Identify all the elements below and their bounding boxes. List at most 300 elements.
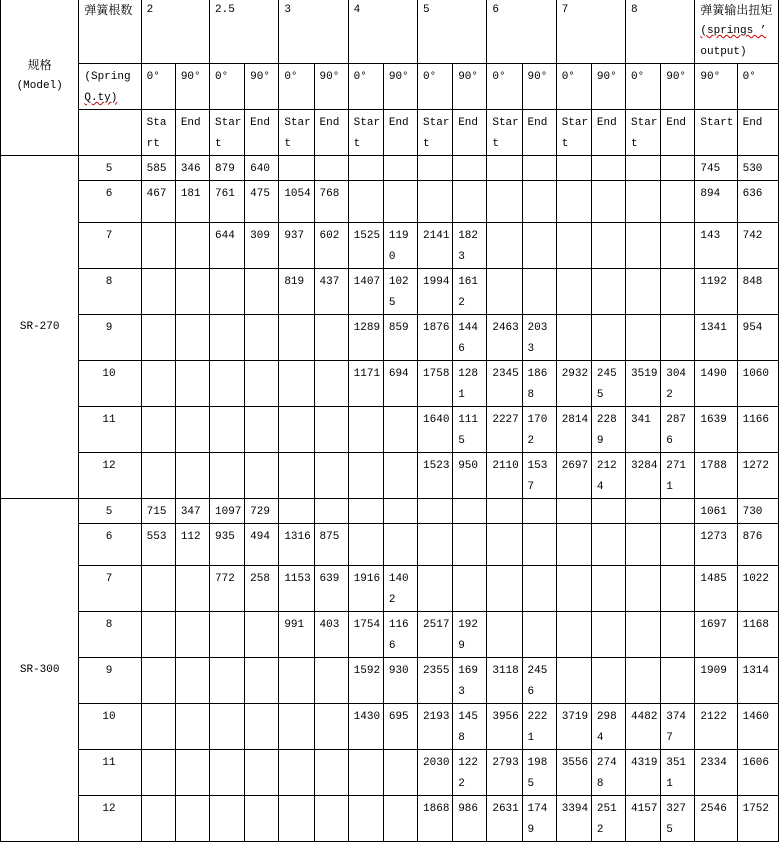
model-cell: SR-300 [1,499,79,842]
torque-cell: 2456 [522,658,556,704]
torque-cell: 950 [453,453,487,499]
spring-qty-cell: 9 [79,658,141,704]
spring-qty-cell: 5 [79,499,141,524]
torque-cell [522,499,556,524]
torque-cell: 2697 [556,453,591,499]
torque-cell: 729 [245,499,279,524]
output-torque-cell: 1060 [737,361,778,407]
torque-cell: 768 [314,181,348,223]
header-row-groups [1,0,779,64]
torque-cell: 3284 [626,453,661,499]
table-row [1,181,779,223]
torque-cell [279,315,314,361]
group-header: 7 [556,0,625,64]
blank-header-cell [79,110,141,156]
spring-count-header [79,0,141,64]
output-torque-cell: 894 [695,181,737,223]
torque-cell [487,524,522,566]
torque-cell [661,566,695,612]
torque-cell [314,407,348,453]
angle-0-header: 0° [626,64,661,110]
table-row [1,156,779,181]
torque-cell [175,223,209,269]
torque-cell [453,499,487,524]
torque-cell: 2289 [591,407,625,453]
torque-cell [626,658,661,704]
torque-cell [661,181,695,223]
torque-cell [418,524,453,566]
torque-cell [348,524,383,566]
torque-cell: 2193 [418,704,453,750]
table-row [1,453,779,499]
end-header: End [453,110,487,156]
torque-cell [210,658,245,704]
torque-cell [383,750,417,796]
torque-cell [626,612,661,658]
output-torque-cell: 1490 [695,361,737,407]
torque-cell: 3275 [661,796,695,842]
torque-cell [591,658,625,704]
torque-cell: 553 [141,524,175,566]
torque-cell [348,156,383,181]
model-cell: SR-270 [1,156,79,499]
spring-qty-cell: 7 [79,566,141,612]
torque-cell [175,453,209,499]
torque-cell: 1823 [453,223,487,269]
group-header: 2 [141,0,209,64]
torque-cell [141,315,175,361]
angle-90-header: 90° [245,64,279,110]
model-sub-label: (Model) [16,80,63,92]
torque-cell: 1166 [383,612,417,658]
end-header: End [245,110,279,156]
torque-cell [141,658,175,704]
table-body [1,156,779,842]
torque-cell [487,156,522,181]
torque-cell [522,524,556,566]
torque-cell: 1868 [522,361,556,407]
torque-cell [175,796,209,842]
torque-cell [210,796,245,842]
torque-cell: 2345 [487,361,522,407]
torque-cell [661,658,695,704]
torque-cell [383,524,417,566]
torque-cell: 1702 [522,407,556,453]
torque-cell: 2141 [418,223,453,269]
torque-cell [175,658,209,704]
torque-cell [626,566,661,612]
torque-cell: 112 [175,524,209,566]
torque-cell: 644 [210,223,245,269]
torque-cell: 1537 [522,453,556,499]
torque-cell: 2030 [418,750,453,796]
torque-cell: 772 [210,566,245,612]
torque-cell: 1190 [383,223,417,269]
torque-cell [556,612,591,658]
output-torque-cell: 143 [695,223,737,269]
torque-cell: 1985 [522,750,556,796]
spring-qty-sub-2: Q.ty) [84,92,118,104]
torque-cell: 3956 [487,704,522,750]
torque-cell [453,156,487,181]
torque-cell [591,524,625,566]
torque-cell: 4319 [626,750,661,796]
torque-cell [279,499,314,524]
end-header: End [314,110,348,156]
angle-90-header: 90° [453,64,487,110]
end-header: End [175,110,209,156]
torque-cell [487,612,522,658]
torque-cell [141,704,175,750]
output-torque-cell: 636 [737,181,778,223]
torque-cell [626,223,661,269]
torque-cell [591,612,625,658]
torque-cell: 715 [141,499,175,524]
torque-cell [210,453,245,499]
torque-cell: 2748 [591,750,625,796]
torque-cell [661,612,695,658]
torque-cell [487,566,522,612]
torque-cell [661,524,695,566]
torque-cell [175,612,209,658]
output-angle-0-header: 0° [737,64,778,110]
output-torque-label: 弹簧输出扭矩 [700,3,773,17]
torque-cell: 1407 [348,269,383,315]
torque-cell: 1916 [348,566,383,612]
torque-cell: 1402 [383,566,417,612]
header-row-angles [1,64,779,110]
output-torque-cell: 1341 [695,315,737,361]
torque-cell [348,453,383,499]
torque-cell [626,315,661,361]
torque-cell: 935 [210,524,245,566]
output-torque-cell: 848 [737,269,778,315]
torque-cell: 2711 [661,453,695,499]
torque-cell [175,704,209,750]
torque-cell: 819 [279,269,314,315]
spring-qty-cell: 5 [79,156,141,181]
torque-cell: 347 [175,499,209,524]
spring-qty-cell: 8 [79,612,141,658]
table-row [1,612,779,658]
torque-cell [175,566,209,612]
torque-cell [175,750,209,796]
group-header: 6 [487,0,556,64]
torque-cell [591,223,625,269]
torque-cell: 3747 [661,704,695,750]
torque-cell: 2814 [556,407,591,453]
output-end-header: End [737,110,778,156]
torque-cell: 2124 [591,453,625,499]
start-header: Start [556,110,591,156]
torque-cell [591,181,625,223]
output-torque-cell: 1606 [737,750,778,796]
torque-cell: 937 [279,223,314,269]
torque-cell: 341 [626,407,661,453]
torque-cell: 2033 [522,315,556,361]
spring-qty-cell: 8 [79,269,141,315]
end-header: End [591,110,625,156]
torque-cell [418,181,453,223]
torque-cell [626,156,661,181]
torque-cell [245,269,279,315]
torque-cell: 1025 [383,269,417,315]
torque-cell [661,499,695,524]
torque-cell [522,612,556,658]
spring-qty-cell: 12 [79,453,141,499]
output-torque-cell: 1166 [737,407,778,453]
torque-cell: 1316 [279,524,314,566]
output-torque-cell: 1022 [737,566,778,612]
torque-cell [210,269,245,315]
torque-cell: 1612 [453,269,487,315]
torque-cell: 1525 [348,223,383,269]
start-header: Start [487,110,522,156]
output-torque-header [695,0,779,64]
torque-cell [175,315,209,361]
torque-cell [556,499,591,524]
angle-0-header: 0° [141,64,175,110]
torque-cell [141,453,175,499]
torque-cell [348,796,383,842]
angle-90-header: 90° [383,64,417,110]
output-angle-90-header: 90° [695,64,737,110]
torque-cell [383,156,417,181]
torque-cell [661,156,695,181]
torque-cell [418,566,453,612]
output-torque-cell: 742 [737,223,778,269]
torque-cell: 1693 [453,658,487,704]
torque-cell: 1222 [453,750,487,796]
torque-cell [314,156,348,181]
torque-cell [210,704,245,750]
spring-qty-header [79,64,141,110]
table-row [1,223,779,269]
torque-cell: 403 [314,612,348,658]
angle-0-header: 0° [279,64,314,110]
torque-cell: 1153 [279,566,314,612]
torque-cell: 2793 [487,750,522,796]
angle-90-header: 90° [661,64,695,110]
torque-cell: 4157 [626,796,661,842]
torque-cell [210,750,245,796]
torque-cell [626,524,661,566]
start-header: Start [626,110,661,156]
torque-cell [522,156,556,181]
table-row [1,750,779,796]
torque-cell [245,796,279,842]
torque-cell: 2932 [556,361,591,407]
torque-cell: 1054 [279,181,314,223]
torque-cell [383,499,417,524]
output-torque-sub-2: output) [700,46,747,58]
torque-cell [210,315,245,361]
torque-cell [556,524,591,566]
torque-cell: 2455 [591,361,625,407]
angle-0-header: 0° [348,64,383,110]
torque-cell [487,269,522,315]
spring-qty-cell: 7 [79,223,141,269]
torque-cell: 2876 [661,407,695,453]
torque-cell [348,499,383,524]
output-torque-cell: 1460 [737,704,778,750]
torque-cell [661,315,695,361]
torque-cell: 494 [245,524,279,566]
torque-cell [141,361,175,407]
torque-cell: 2984 [591,704,625,750]
output-torque-cell: 1314 [737,658,778,704]
torque-cell [279,407,314,453]
angle-0-header: 0° [418,64,453,110]
torque-cell: 1446 [453,315,487,361]
torque-cell: 1458 [453,704,487,750]
torque-cell [175,269,209,315]
torque-cell [141,566,175,612]
output-torque-sub-1: (springs ’ [700,25,767,37]
torque-cell: 991 [279,612,314,658]
torque-cell: 986 [453,796,487,842]
torque-cell [279,361,314,407]
torque-cell: 1430 [348,704,383,750]
torque-cell: 475 [245,181,279,223]
torque-cell [245,361,279,407]
torque-cell: 3556 [556,750,591,796]
spring-qty-cell: 6 [79,524,141,566]
torque-cell: 1289 [348,315,383,361]
start-header: Start [210,110,245,156]
torque-cell: 3511 [661,750,695,796]
torque-cell: 1640 [418,407,453,453]
torque-cell [141,750,175,796]
table-row [1,796,779,842]
torque-cell [175,407,209,453]
spring-qty-cell: 9 [79,315,141,361]
torque-cell [591,269,625,315]
group-header: 8 [626,0,695,64]
spring-qty-cell: 11 [79,750,141,796]
spring-qty-sub-1: (Spring [84,71,131,83]
table-row [1,407,779,453]
torque-cell: 585 [141,156,175,181]
torque-cell: 2110 [487,453,522,499]
angle-90-header: 90° [522,64,556,110]
torque-cell: 181 [175,181,209,223]
torque-cell [556,566,591,612]
output-torque-cell: 876 [737,524,778,566]
torque-cell [591,156,625,181]
spring-count-label: 弹簧根数 [84,3,133,17]
torque-cell [383,181,417,223]
group-header: 2.5 [210,0,279,64]
table-row [1,524,779,566]
torque-cell [245,658,279,704]
group-header: 4 [348,0,417,64]
torque-cell: 3394 [556,796,591,842]
torque-cell [245,315,279,361]
torque-cell: 1592 [348,658,383,704]
torque-cell: 602 [314,223,348,269]
angle-0-header: 0° [210,64,245,110]
angle-90-header: 90° [175,64,209,110]
torque-cell [245,407,279,453]
output-torque-cell: 1061 [695,499,737,524]
torque-cell: 3118 [487,658,522,704]
torque-cell [279,704,314,750]
start-header: Start [348,110,383,156]
torque-cell [626,181,661,223]
torque-cell [522,223,556,269]
torque-cell [314,658,348,704]
torque-cell [418,499,453,524]
torque-cell [348,181,383,223]
torque-cell [487,223,522,269]
angle-0-header: 0° [556,64,591,110]
torque-cell: 1115 [453,407,487,453]
torque-cell: 346 [175,156,209,181]
torque-cell [487,181,522,223]
torque-cell: 1749 [522,796,556,842]
torque-cell [487,499,522,524]
table-row [1,315,779,361]
spring-qty-cell: 6 [79,181,141,223]
model-label: 规格 [27,58,52,72]
torque-cell: 3042 [661,361,695,407]
output-torque-cell: 1192 [695,269,737,315]
torque-cell: 1994 [418,269,453,315]
start-header: Start [141,110,175,156]
torque-cell: 2517 [418,612,453,658]
torque-cell [591,499,625,524]
output-torque-cell: 1485 [695,566,737,612]
torque-cell: 875 [314,524,348,566]
torque-cell: 1868 [418,796,453,842]
torque-cell: 2355 [418,658,453,704]
output-torque-cell: 1273 [695,524,737,566]
torque-cell: 761 [210,181,245,223]
torque-cell: 4482 [626,704,661,750]
torque-cell [141,269,175,315]
output-torque-cell: 530 [737,156,778,181]
torque-cell: 930 [383,658,417,704]
output-torque-cell: 1752 [737,796,778,842]
output-torque-cell: 1272 [737,453,778,499]
torque-cell: 1754 [348,612,383,658]
torque-cell: 3519 [626,361,661,407]
torque-cell: 1171 [348,361,383,407]
table-row [1,704,779,750]
torque-cell [210,407,245,453]
output-torque-cell: 1909 [695,658,737,704]
torque-cell [591,315,625,361]
torque-cell [141,612,175,658]
torque-cell: 2512 [591,796,625,842]
torque-cell: 2227 [487,407,522,453]
torque-cell [453,566,487,612]
angle-90-header: 90° [591,64,625,110]
output-torque-cell: 2122 [695,704,737,750]
torque-cell [453,181,487,223]
end-header: End [522,110,556,156]
torque-cell [522,269,556,315]
spring-qty-cell: 12 [79,796,141,842]
spring-qty-cell: 10 [79,361,141,407]
torque-cell [245,612,279,658]
torque-cell [314,796,348,842]
group-header: 5 [418,0,487,64]
torque-cell [626,269,661,315]
torque-cell [556,315,591,361]
torque-cell [314,704,348,750]
